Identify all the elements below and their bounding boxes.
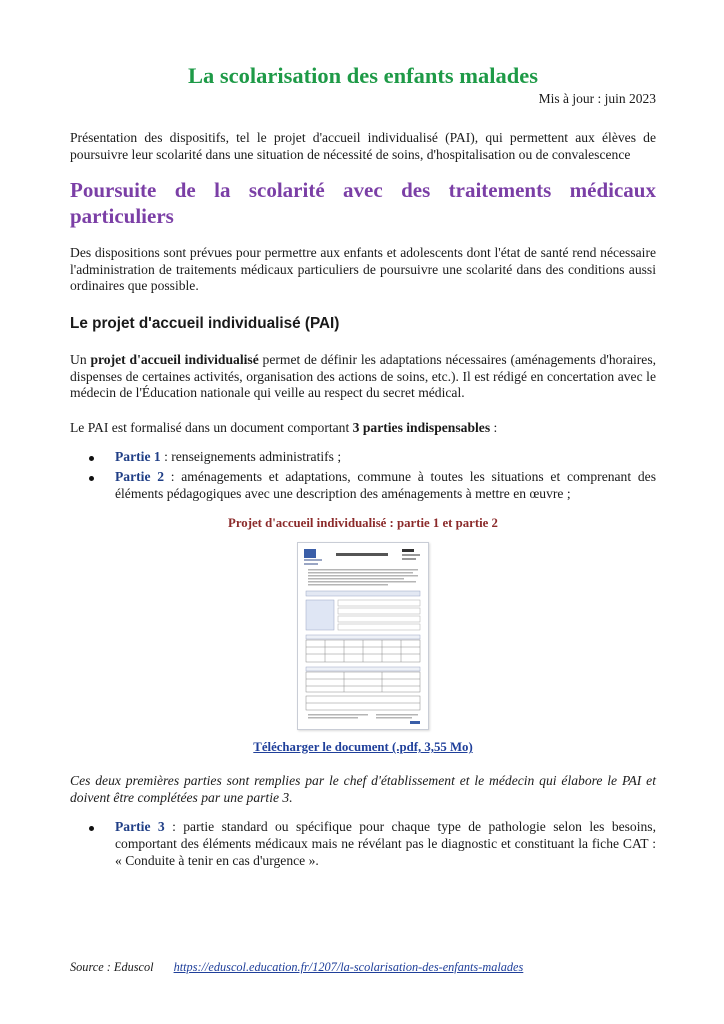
partie-3-text: : partie standard ou spécifique pour chaque type de pathologie selon les besoins, comportant des éléments médicaux mais ne révélant pas le diagnostic et constituant la fiche CAT : « Conduite à tenir en cas d'urgence ». [115,819,656,868]
bullet-icon [89,476,94,481]
source-footer [70,960,523,975]
parts-list-2 [70,819,656,869]
partie-1-text: : renseignements administratifs ; [160,449,342,465]
pai-parts-suffix: : [490,419,498,435]
partie-2-label: Partie 2 [115,468,165,484]
source-link[interactable]: https://eduscol.education.fr/1207/la-scolarisation-des-enfants-malades [173,960,524,974]
pai-document-thumbnail[interactable] [297,542,429,730]
figure-caption: Projet d'accueil individualisé : partie 1 et partie 2 [228,516,498,531]
bullet-icon [89,456,94,461]
parts-list [70,449,656,502]
italic-note: Ces deux premières parties sont remplies par le chef d'établissement et le médecin qui élabore le PAI et doivent être complétées par une partie 3. [70,773,656,805]
pai-definition-bold: projet d'accueil individualisé [90,351,259,367]
partie-3-label: Partie 3 [115,819,165,835]
pai-parts-bold: 3 parties indispensables [352,419,491,435]
pai-parts-paragraph [70,420,656,437]
list-item-partie-2 [70,469,656,502]
partie-2-text: : aménagements et adaptations, commune à toutes les situations et comprenant des éléments pédagogiques avec une description des aménagements à mettre en œuvre ; [115,468,656,501]
pai-heading: Le projet d'accueil individualisé (PAI) [70,314,340,332]
partie-1-label: Partie 1 [115,449,161,465]
bullet-icon [89,826,94,831]
list-item-partie-3 [70,819,656,869]
section-heading-treatments: Poursuite de la scolarité avec des traitements médicaux particuliers [70,178,656,229]
pai-definition-rest: permet de définir les adaptations nécessaires (aménagements d'horaires, dispenses de certaines activités, organisation des actions de soins, etc.). Il est rédigé en concertation avec le médecin de l'Éducation nationale qui veille au respect du secret médical. [70,351,657,401]
pai-definition-paragraph [70,352,656,402]
intro-paragraph: Présentation des dispositifs, tel le projet d'accueil individualisé (PAI), qui permettent aux élèves de poursuivre leur scolarité dans une situation de nécessité de soins, d'hospitalisation ou de convalescence [70,130,656,162]
source-label: Source : Eduscol [70,960,154,974]
document-page [70,62,656,872]
document-preview-icon [298,543,428,729]
download-link[interactable]: Télécharger le document (.pdf, 3,55 Mo) [253,740,473,755]
update-date: Mis à jour : juin 2023 [538,91,656,106]
list-item-partie-1 [70,449,656,466]
pai-definition-prefix: Un [70,351,91,367]
page-title: La scolarisation des enfants malades [187,63,538,88]
treatments-paragraph: Des dispositions sont prévues pour permettre aux enfants et adolescents dont l'état de santé rend nécessaire l'administration de traitements médicaux particuliers de poursuivre une scolarité dans des conditions aussi ordinaires que possible. [70,245,656,294]
pai-parts-prefix: Le PAI est formalisé dans un document comportant [70,419,353,435]
